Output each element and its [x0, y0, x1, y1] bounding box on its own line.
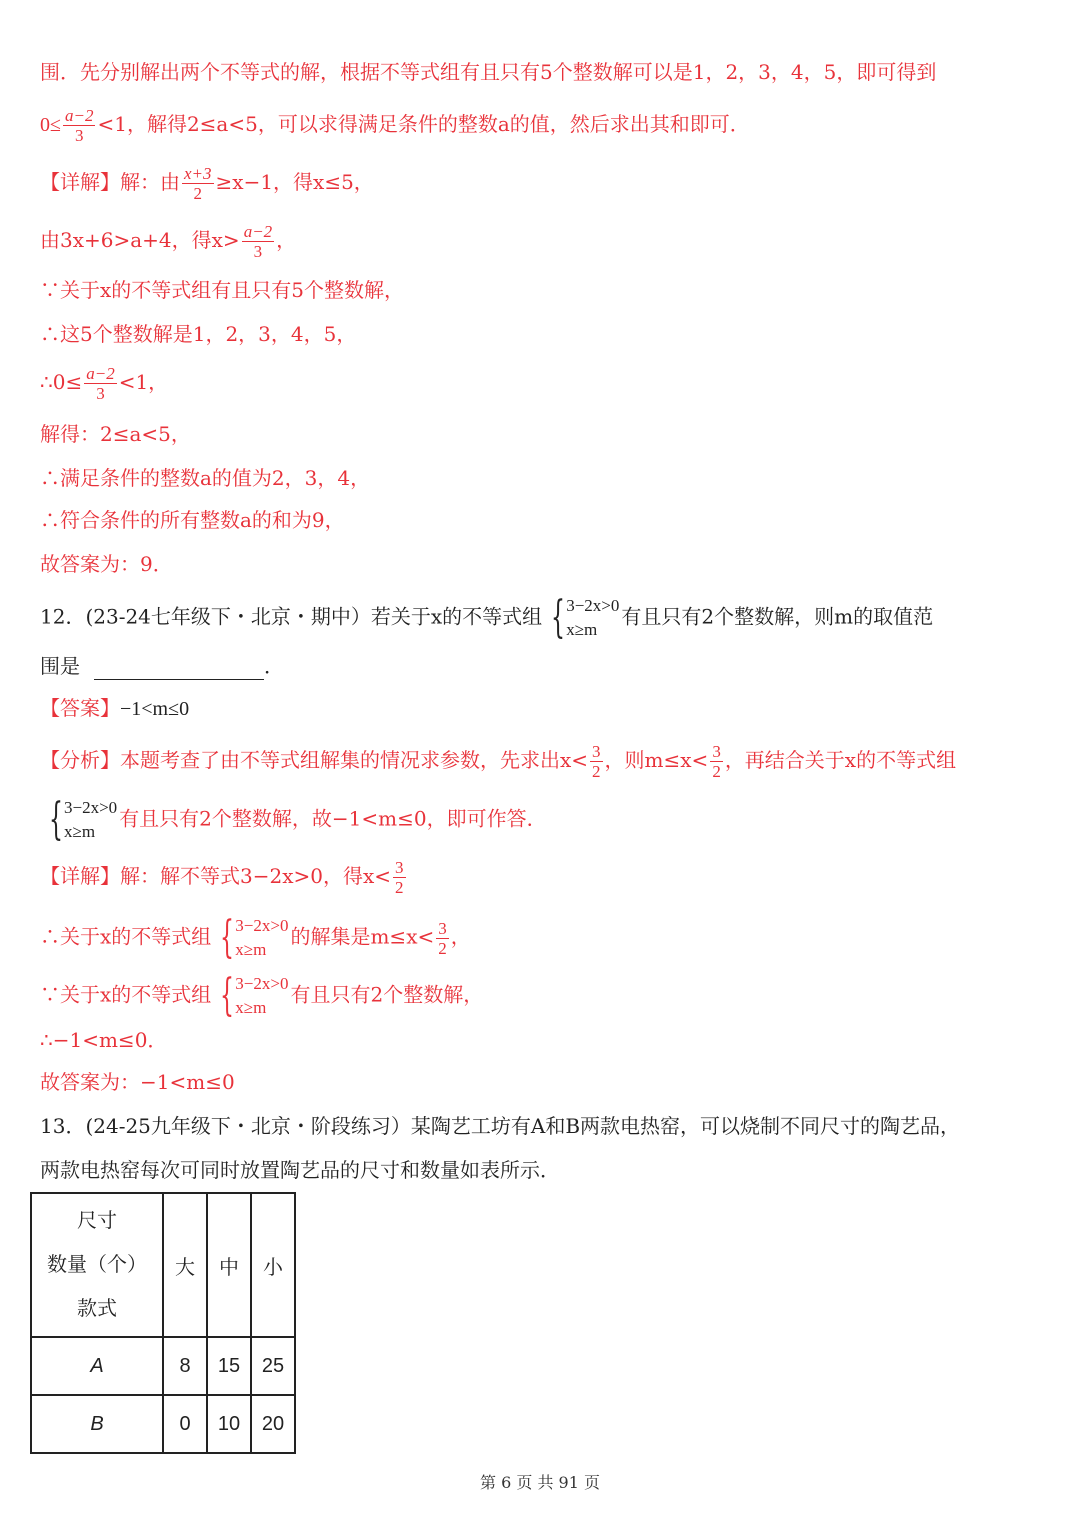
- page-footer: 第 6 页 共 91 页: [480, 1473, 600, 1492]
- q12-detail-text: 的解集是m≤x<: [290, 924, 435, 949]
- fraction-numerator: a−2: [86, 364, 115, 383]
- kiln-capacity-table: [30, 1192, 296, 1454]
- q11-line-4: [40, 222, 296, 261]
- table-model-cell: A: [31, 1337, 163, 1395]
- q11-text: ，: [276, 228, 297, 252]
- inequality-system: [42, 796, 117, 844]
- brace-icon: {: [49, 794, 63, 845]
- fraction-denominator: 3: [96, 384, 105, 403]
- q11-line-6: [40, 320, 356, 348]
- q12-analysis-line-1: [40, 742, 956, 781]
- inequality-system: [544, 594, 619, 642]
- system-row: x≥m: [235, 940, 267, 959]
- q13-stem-text: 两款电热窑每次可同时放置陶艺品的尺寸和数量如表所示．: [40, 1158, 560, 1182]
- q12-detail-line-1: [40, 858, 408, 897]
- fraction: [84, 364, 116, 403]
- fraction: [436, 919, 449, 958]
- q11-text: 解得：2≤a<5，: [40, 422, 191, 446]
- fraction-denominator: 3: [253, 242, 263, 261]
- q12-analysis-text: 【分析】本题考查了由不等式组解集的情况求参数，先求出x<: [40, 748, 589, 772]
- system-row: 3−2x>0: [566, 596, 620, 615]
- q11-text: 围．先分别解出两个不等式的解，根据不等式组有且只有5个整数解可以是1，2，3，4，5，即可得到: [40, 60, 937, 84]
- system-row: x≥m: [64, 822, 96, 841]
- q11-line-11: [40, 550, 173, 578]
- system-row: x≥m: [566, 620, 598, 639]
- table-header-cell: 中: [207, 1193, 251, 1337]
- inequality-system: [213, 914, 288, 962]
- table-cell: 10: [207, 1395, 251, 1453]
- fraction-numerator: 3: [712, 742, 721, 761]
- system-row: 3−2x>0: [235, 974, 289, 993]
- system-row: x≥m: [235, 998, 267, 1017]
- q11-text: ∴符合条件的所有整数a的和为9，: [40, 508, 345, 532]
- brace-icon: {: [551, 592, 566, 643]
- fraction: [242, 222, 274, 261]
- q11-answer: 故答案为：9．: [40, 552, 173, 576]
- q12-stem-text: 围是: [40, 654, 80, 678]
- table-cell: 15: [207, 1337, 251, 1395]
- table-header-cell: 大: [163, 1193, 207, 1337]
- table-row: [31, 1395, 295, 1453]
- fraction: [182, 164, 214, 203]
- table-row: [31, 1337, 295, 1395]
- q11-text: <1，解得2≤a<5，可以求得满足条件的整数a的值，然后求出其和即可．: [97, 112, 750, 136]
- fraction-numerator: a−2: [64, 106, 94, 125]
- fraction: [710, 742, 723, 781]
- q11-text: ≥x−1，得x≤5，: [215, 170, 374, 194]
- q12-detail-text: ∵关于x的不等式组: [40, 982, 212, 1007]
- brace-icon: {: [220, 912, 235, 963]
- q11-text: 【详解】解：由: [40, 170, 180, 194]
- fraction-denominator: 2: [592, 762, 601, 781]
- answer-label: 【答案】: [40, 696, 120, 720]
- fraction-numerator: 3: [438, 918, 447, 938]
- q12-detail-line-3: [40, 972, 483, 1020]
- q11-text: 0≤: [40, 114, 61, 136]
- q12-detail-text: ∴关于x的不等式组: [40, 924, 212, 949]
- fraction: [393, 858, 406, 897]
- q12-detail-text: 有且只有2个整数解，: [290, 982, 484, 1007]
- q12-analysis-text: 有且只有2个整数解，故−1<m≤0，即可作答．: [119, 806, 547, 831]
- fraction-numerator: 3: [395, 858, 404, 877]
- brace-icon: {: [220, 970, 235, 1021]
- q12-detail-text: ，: [450, 924, 471, 949]
- q12-analysis-line-2: [40, 796, 547, 844]
- table-cell: 25: [251, 1337, 295, 1395]
- q12-detail-text: ∴−1<m≤0．: [40, 1028, 168, 1052]
- q12-detail-text: 【详解】解：解不等式3−2x>0，得x<: [40, 864, 392, 888]
- fraction: [63, 106, 95, 145]
- fraction-denominator: 3: [74, 126, 84, 145]
- table-cell: 20: [251, 1395, 295, 1453]
- q12-stem-text: 有且只有2个整数解，则m的取值范: [621, 604, 934, 629]
- q12-stem-line-1: [40, 594, 933, 642]
- header-size-label: 尺寸: [77, 1210, 117, 1232]
- q12-analysis-text: ，再结合关于x的不等式组: [724, 748, 957, 772]
- q11-text: ∴这5个整数解是1，2，3，4，5，: [40, 322, 357, 346]
- fraction-denominator: 2: [712, 762, 721, 781]
- q12-final-text: 故答案为：−1<m≤0: [40, 1070, 235, 1094]
- table-cell: 8: [163, 1337, 207, 1395]
- q11-text: 由3x+6>a+4，得x>: [40, 228, 240, 252]
- q11-line-5: [40, 276, 404, 304]
- q11-text: ∴0≤: [40, 370, 83, 394]
- q12-stem-text: 12．(23-24七年级下・北京・期中）若关于x的不等式组: [40, 604, 543, 629]
- table-corner-cell: [31, 1193, 163, 1337]
- q11-line-10: [40, 506, 345, 534]
- q12-detail-line-4: [40, 1026, 167, 1054]
- q11-line-2: [40, 106, 750, 145]
- answer-blank[interactable]: [94, 659, 264, 680]
- q13-stem-line-1: [40, 1112, 960, 1140]
- table-header-row: [31, 1193, 295, 1337]
- system-row: 3−2x>0: [64, 798, 118, 817]
- q11-text: ∵关于x的不等式组有且只有5个整数解，: [40, 278, 405, 302]
- fraction-numerator: 3: [592, 742, 601, 761]
- table-header-cell: 小: [251, 1193, 295, 1337]
- q11-line-9: [40, 464, 370, 492]
- q11-line-1: [40, 58, 936, 86]
- q12-stem-line-2: [40, 652, 284, 680]
- header-model-label: 款式: [77, 1298, 117, 1320]
- q12-answer-line: [40, 694, 189, 723]
- fraction-denominator: 2: [438, 938, 447, 958]
- q11-text: ∴满足条件的整数a的值为2，3，4，: [40, 466, 371, 490]
- fraction: [590, 742, 603, 781]
- fraction-denominator: 2: [193, 184, 203, 203]
- system-row: 3−2x>0: [235, 916, 289, 935]
- header-qty-label: 数量（个）: [47, 1254, 147, 1276]
- q12-detail-line-2: [40, 914, 471, 962]
- q11-line-3: [40, 164, 374, 203]
- q11-line-7: [40, 364, 168, 403]
- answer-value: −1<m≤0: [120, 698, 190, 720]
- q12-analysis-text: ，则m≤x<: [604, 748, 709, 772]
- q13-stem-text: 13．(24-25九年级下・北京・阶段练习）某陶艺工坊有A和B两款电热窑，可以烧制不同尺寸的陶艺品，: [40, 1114, 961, 1138]
- q12-final-answer: [40, 1068, 235, 1096]
- table-cell: 0: [163, 1395, 207, 1453]
- q11-text: <1，: [118, 370, 169, 394]
- table-model-cell: B: [31, 1395, 163, 1453]
- fraction-denominator: 2: [395, 878, 404, 897]
- q13-stem-line-2: [40, 1156, 560, 1184]
- q11-line-8: [40, 420, 191, 448]
- inequality-system: [213, 972, 288, 1020]
- fraction-numerator: a−2: [243, 222, 273, 241]
- q12-stem-text: ．: [264, 654, 284, 678]
- fraction-numerator: x+3: [184, 164, 212, 183]
